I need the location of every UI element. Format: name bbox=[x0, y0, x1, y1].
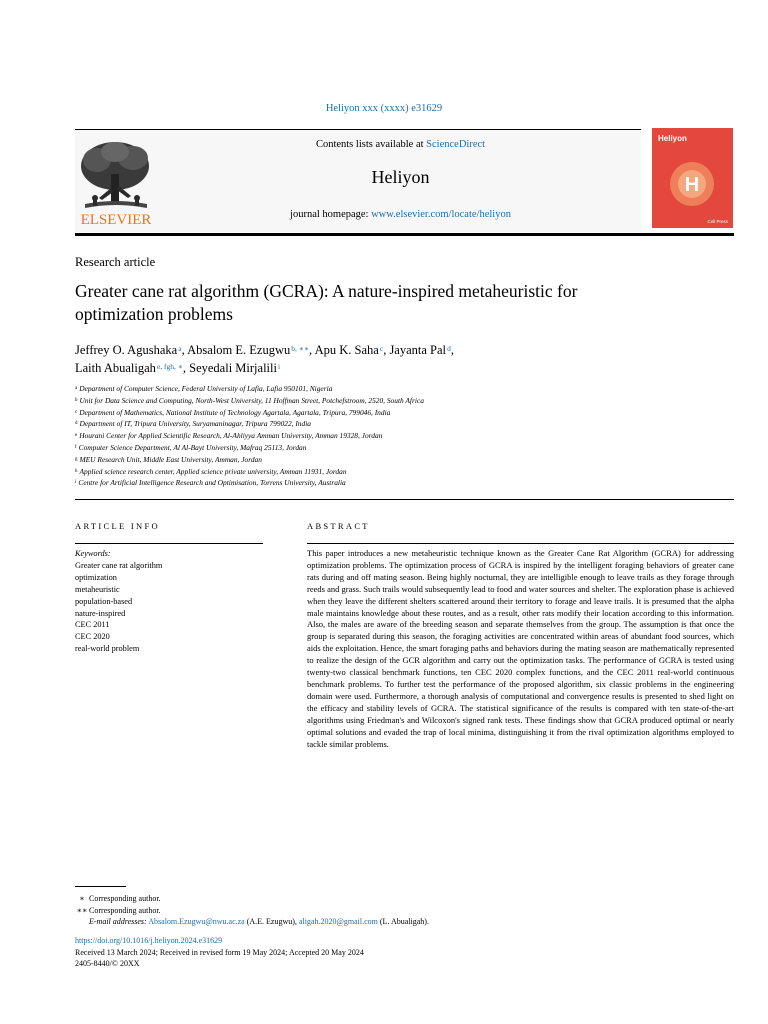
author-list: Jeffrey O. Agushaka $^a$, Absalom E. Ezugwu $^{b, ∗∗}$, Apu K. Saha $^c$, Jayanta Pal $^d$, Laith Abualigah $^{e, fgh, ∗}$, Seyedali Mirjalili $^i$ bbox=[75, 343, 454, 375]
article-type: Research article bbox=[75, 255, 156, 269]
keyword-item: CEC 2011 bbox=[75, 620, 110, 630]
affiliation-item: $^e$ Hourani Center for Applied Scientific Research, Al-Ahliyya Amman University, Amman 19328, Jordan bbox=[75, 431, 383, 441]
corresponding-author-note: ∗∗ Corresponding author. bbox=[76, 905, 161, 915]
article-info-rule bbox=[75, 543, 263, 544]
article-info-heading: ARTICLE INFO bbox=[75, 521, 160, 531]
corresponding-author-note: ∗ Corresponding author. bbox=[79, 894, 161, 903]
email-addresses: E-mail addresses: Absalom.Ezugwu@nwu.ac.za (A.E. Ezugwu), aligah.2020@gmail.com (L. Abualigah). bbox=[89, 917, 429, 926]
contents-prefix: Contents lists available at bbox=[315, 139, 427, 150]
footnotes bbox=[75, 893, 675, 928]
cover-title: Heliyon bbox=[658, 134, 687, 143]
author-affiliation-mark[interactable]: i bbox=[278, 362, 281, 371]
elsevier-tree-icon bbox=[75, 138, 158, 228]
abstract-heading: ABSTRACT bbox=[307, 521, 370, 531]
elsevier-logo-text: ELSEVIER bbox=[80, 212, 152, 228]
publication-info bbox=[75, 935, 675, 970]
keyword-item: nature-inspired bbox=[75, 608, 126, 618]
issn-copyright: 2405-8440/© 20XX bbox=[75, 959, 140, 968]
affiliation-item: $^d$ Department of IT, Tripura University, Suryamaninagar, Tripura 799022, India bbox=[75, 419, 311, 429]
author-affiliation-mark[interactable]: c bbox=[379, 344, 384, 353]
journal-homepage-line bbox=[160, 209, 641, 220]
author-name[interactable]: Absalom E. Ezugwu bbox=[187, 343, 291, 357]
author-affiliation-mark[interactable]: a bbox=[178, 344, 182, 353]
section-divider bbox=[75, 499, 734, 500]
footnote-rule bbox=[75, 886, 126, 887]
affiliation-item: $^h$ Applied science research center, Applied science private university, Amman 11931, Jordan bbox=[75, 466, 347, 476]
keyword-item: Greater cane rat algorithm bbox=[75, 560, 163, 570]
author-name[interactable]: Jayanta Pal bbox=[389, 343, 447, 357]
affiliation-item: $^c$ Department of Mathematics, National Institute of Technology Agartala, Agartala, Tripura, 799046, India bbox=[75, 407, 391, 417]
sciencedirect-link[interactable]: ScienceDirect bbox=[426, 139, 486, 150]
abstract-text: This paper introduces a new metaheuristic technique known as the Greater Cane Rat Algorithm (GCRA) for addressing optimization problems. The optimization process of GCRA is inspired by the intelligent foraging behaviors of greater cane rats during and off mating season. Being highly nocturnal, they are intelligible enough to leave trails as they forage through reeds and grass. Such trails would subsequently lead to food and water sources and shelter. The exploration phase is achieved when they leave the different shelters scattered around their territory to forage and leave trails. It is presumed that the alpha male maintains knowledge about these routes, and as a result, other rats modify their location according to this information. Also, the males are aware of the breeding season and separate themselves from the group. The assumption is that once the group is separated during this season, the foraging activities are concentrated within areas of abundant food sources, which aids the exploitation. Hence, the smart foraging paths and behaviors during the mating season are mathematically represented to realize the design of the GCR algorithm and carry out the optimization tasks. The performance of GCRA is tested using twenty-two classical benchmark functions, ten CEC 2020 complex functions, and the CEC 2011 real-world continuous benchmark problems. To further test the performance of the proposed algorithm, six classic problems in the engineering domain were used. Furthermore, a thorough analysis of computational and convergence results is presented to shed light on the efficacy and stability levels of GCRA. The statistical significance of the results is compared with ten state-of-the-art algorithms using Friedman's and Wilcoxon's signed rank tests. These findings show that GCRA produced optimal or nearly optimal solutions and evaded the trap of local minima, distinguishing it from the rival optimization algorithms employed to tackle similar problems. bbox=[307, 548, 734, 749]
author-name[interactable]: Laith Abualigah bbox=[75, 361, 156, 375]
affiliation-item: $^f$ Computer Science Department, Al Al-Bayt University, Mafraq 25113, Jordan bbox=[75, 442, 307, 452]
author-affiliation-mark[interactable]: b, ∗∗ bbox=[291, 344, 309, 353]
cover-letter: H bbox=[684, 174, 700, 196]
contents-available-line bbox=[160, 139, 641, 150]
masthead-bottom-rule bbox=[75, 233, 734, 236]
affiliation-list bbox=[75, 383, 725, 489]
keyword-item: population-based bbox=[75, 596, 133, 606]
received-dates: Received 13 March 2024; Received in revised form 19 May 2024; Accepted 20 May 2024 bbox=[75, 947, 364, 957]
author-affiliation-mark[interactable]: d bbox=[447, 344, 451, 353]
journal-name: Heliyon bbox=[371, 167, 430, 187]
journal-reference-link[interactable]: Heliyon xxx (xxxx) e31629 bbox=[325, 103, 443, 114]
keyword-item: optimization bbox=[75, 572, 117, 582]
cover-publisher: Cell Press bbox=[707, 219, 728, 224]
author-affiliation-mark[interactable]: e, fgh, ∗ bbox=[156, 362, 183, 371]
author-name[interactable]: Apu K. Saha bbox=[314, 343, 379, 357]
affiliation-item: $^i$ Centre for Artificial Intelligence Research and Optimisation, Torrens University, Australia bbox=[75, 478, 346, 488]
keyword-item: real-world problem bbox=[75, 644, 140, 654]
cover-h-icon bbox=[652, 128, 733, 228]
abstract-rule bbox=[307, 543, 734, 544]
doi-link[interactable]: https://doi.org/10.1016/j.heliyon.2024.e31629 bbox=[75, 936, 223, 945]
affiliation-item: $^a$ Department of Computer Science, Federal University of Lafia, Lafia 950101, Nigeria bbox=[75, 384, 333, 393]
affiliation-item: $^g$ MEU Research Unit, Middle East University, Amman, Jordan bbox=[75, 454, 262, 464]
keywords-label: Keywords: bbox=[75, 549, 111, 558]
keyword-item: metaheuristic bbox=[75, 584, 120, 594]
journal-homepage-link[interactable]: www.elsevier.com/locate/heliyon bbox=[371, 209, 511, 220]
keywords-block bbox=[75, 548, 265, 655]
homepage-prefix: journal homepage: bbox=[290, 209, 372, 220]
author-name[interactable]: Jeffrey O. Agushaka bbox=[75, 343, 178, 357]
journal-cover-image[interactable] bbox=[652, 128, 733, 228]
keyword-item: CEC 2020 bbox=[75, 632, 110, 642]
affiliation-item: $^b$ Unit for Data Science and Computing, North-West University, 11 Hoffman Street, Potchefstroom, 2520, South Africa bbox=[75, 395, 424, 405]
article-title: Greater cane rat algorithm (GCRA): A nature-inspired metaheuristic for optimization problems bbox=[75, 281, 578, 324]
email-link[interactable]: aligah.2020@gmail.com bbox=[298, 917, 378, 926]
author-name[interactable]: Seyedali Mirjalili bbox=[189, 361, 277, 375]
email-link[interactable]: Absalom.Ezugwu@nwu.ac.za bbox=[148, 917, 245, 926]
elsevier-logo[interactable] bbox=[75, 138, 158, 228]
